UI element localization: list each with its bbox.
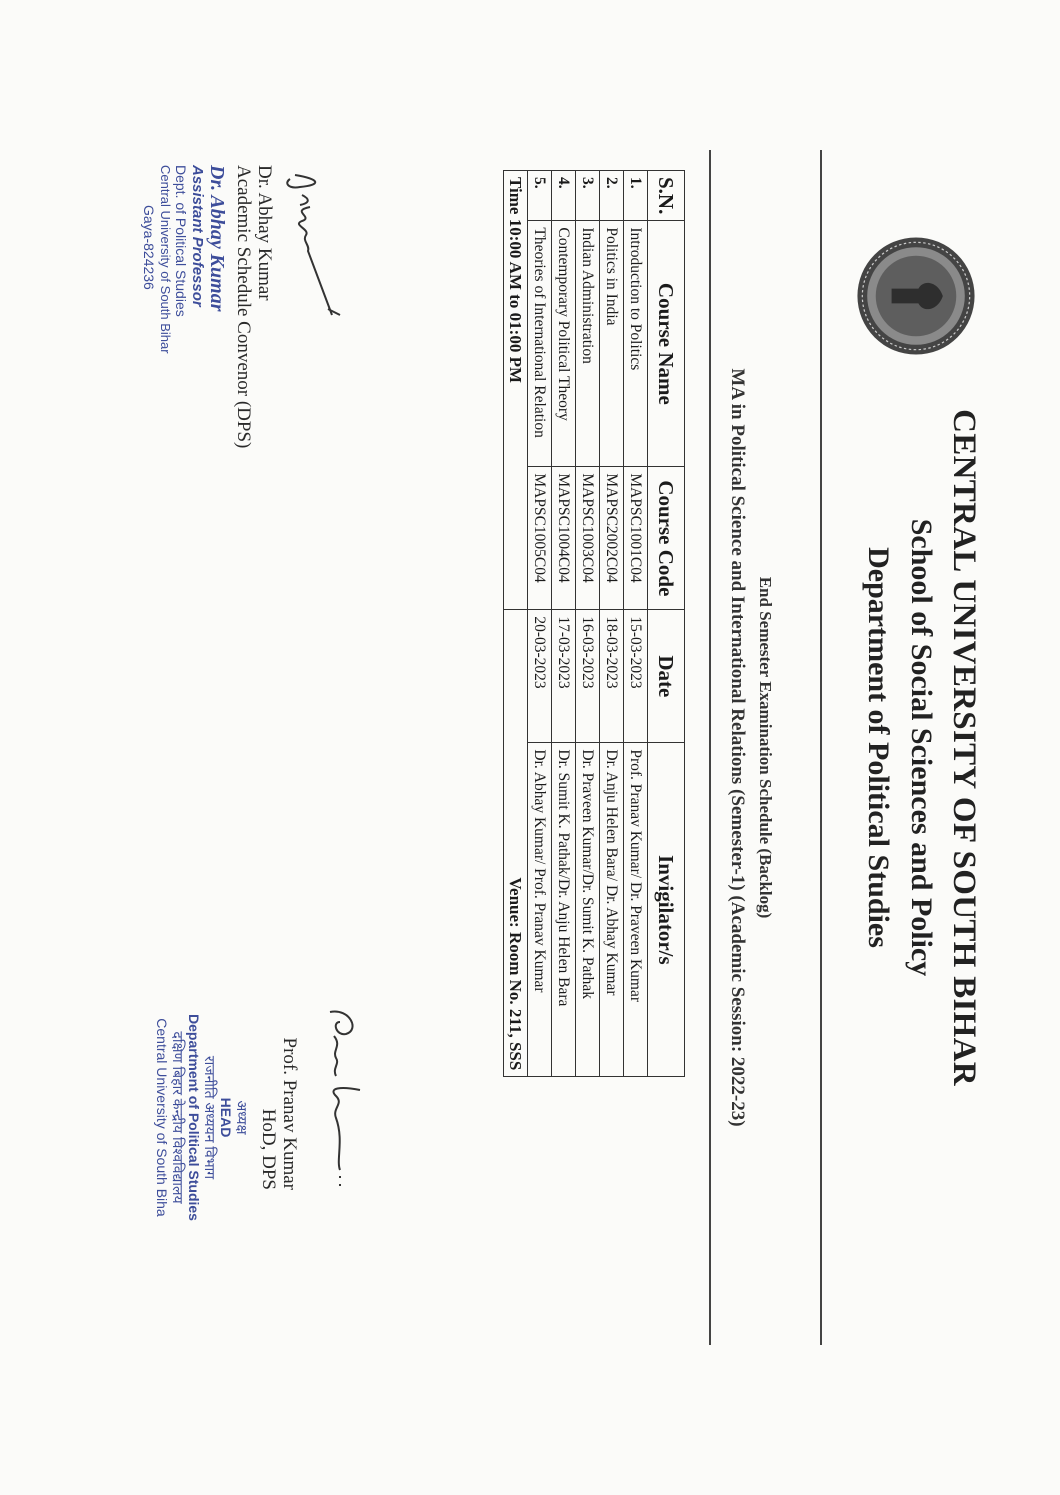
cell-sn: 3. [576, 171, 600, 221]
cell-date: 20-03-2023 [528, 610, 552, 743]
schedule-title: End Semester Examination Schedule (Backlog) [756, 576, 775, 919]
divider [709, 150, 711, 1345]
cell-course-code: MAPSC1005C04 [528, 467, 552, 610]
stamp-line: अध्यक्ष [234, 1100, 250, 1135]
stamp-line: Department of Political Studies [186, 1014, 202, 1221]
cell-invigilators: Dr. Abhay Kumar/ Prof. Pranav Kumar [528, 743, 552, 1077]
cell-course-code: MAPSC1001C04 [624, 467, 648, 610]
column-header-invigilators: Invigilator/s [648, 743, 685, 1077]
cell-course-code: MAPSC2002C04 [600, 467, 624, 610]
stamp-line: Assistant Professor [189, 165, 206, 307]
cell-course-name: Theories of International Relation [528, 221, 552, 467]
signature-abhay-kumar [280, 165, 350, 335]
table-row [552, 171, 576, 1077]
school-name: School of Social Sciences and Policy [905, 518, 938, 977]
cell-course-name: Introduction to Politics [624, 221, 648, 467]
exam-time: Time 10:00 AM to 01:00 PM [504, 171, 528, 610]
cell-invigilators: Dr. Anju Helen Bara/ Dr. Abhay Kumar [600, 743, 624, 1077]
column-header-course-code: Course Code [648, 467, 685, 610]
cell-course-name: Contemporary Political Theory [552, 221, 576, 467]
head-stamp [154, 1000, 250, 1235]
stamp-line: Dept. of Political Studies [173, 165, 189, 317]
table-header-row [648, 171, 685, 1077]
cell-date: 17-03-2023 [552, 610, 576, 743]
table-row [528, 171, 552, 1077]
right-signatory-role: HoD, DPS [258, 1108, 279, 1190]
table-row [600, 171, 624, 1077]
cell-course-code: MAPSC1003C04 [576, 467, 600, 610]
stamp-line: दक्षिण बिहार केन्द्रीय विश्वविद्यालय [170, 1031, 186, 1204]
cell-sn: 5. [528, 171, 552, 221]
cell-sn: 2. [600, 171, 624, 221]
stamp-line: Central University of South Biha [154, 1018, 170, 1217]
column-header-course-name: Course Name [648, 221, 685, 467]
stamp-line: Dr. Abhay Kumar [206, 165, 228, 312]
stamp-line: HEAD [218, 1097, 234, 1138]
table-footer-row [504, 171, 528, 1077]
cell-date: 18-03-2023 [600, 610, 624, 743]
cell-invigilators: Dr. Sumit K. Pathak/Dr. Anju Helen Bara [552, 743, 576, 1077]
cell-course-name: Politics in India [600, 221, 624, 467]
left-signatory-role: Academic Schedule Convenor (DPS) [233, 165, 254, 449]
stamp-line: Central University of South Bihar [158, 165, 173, 354]
stamp-line: Gaya-824236 [141, 205, 157, 290]
cell-sn: 4. [552, 171, 576, 221]
cell-invigilators: Dr. Praveen Kumar/Dr. Sumit K. Pathak [576, 743, 600, 1077]
column-header-date: Date [648, 610, 685, 743]
university-name: CENTRAL UNIVERSITY OF SOUTH BIHAR [946, 409, 982, 1086]
table-row [576, 171, 600, 1077]
right-signature-block [154, 1000, 380, 1221]
programme-title: MA in Political Science and International Relations (Semester-1) (Academic Session: 2022-23) [727, 368, 748, 1127]
exam-venue: Venue: Room No. 211, SSS [504, 610, 528, 1077]
left-signatory-name: Dr. Abhay Kumar [254, 165, 275, 301]
cell-course-code: MAPSC1004C04 [552, 467, 576, 610]
right-signatory-name: Prof. Pranav Kumar [279, 1037, 300, 1190]
department-name: Department of Political Studies [862, 547, 895, 948]
cell-sn: 1. [624, 171, 648, 221]
cell-invigilators: Prof. Pranav Kumar/ Dr. Praveen Kumar [624, 743, 648, 1077]
signature-pranav-kumar [305, 1000, 380, 1190]
divider [820, 150, 822, 1345]
cell-date: 16-03-2023 [576, 610, 600, 743]
column-header-sn: S.N. [648, 171, 685, 221]
exam-schedule-table [503, 170, 685, 1077]
left-signature-block [141, 165, 350, 448]
cell-course-name: Indian Administration [576, 221, 600, 467]
table-row [624, 171, 648, 1077]
cell-date: 15-03-2023 [624, 610, 648, 743]
stamp-line: राजनीति अध्ययन विभाग [202, 1055, 218, 1180]
